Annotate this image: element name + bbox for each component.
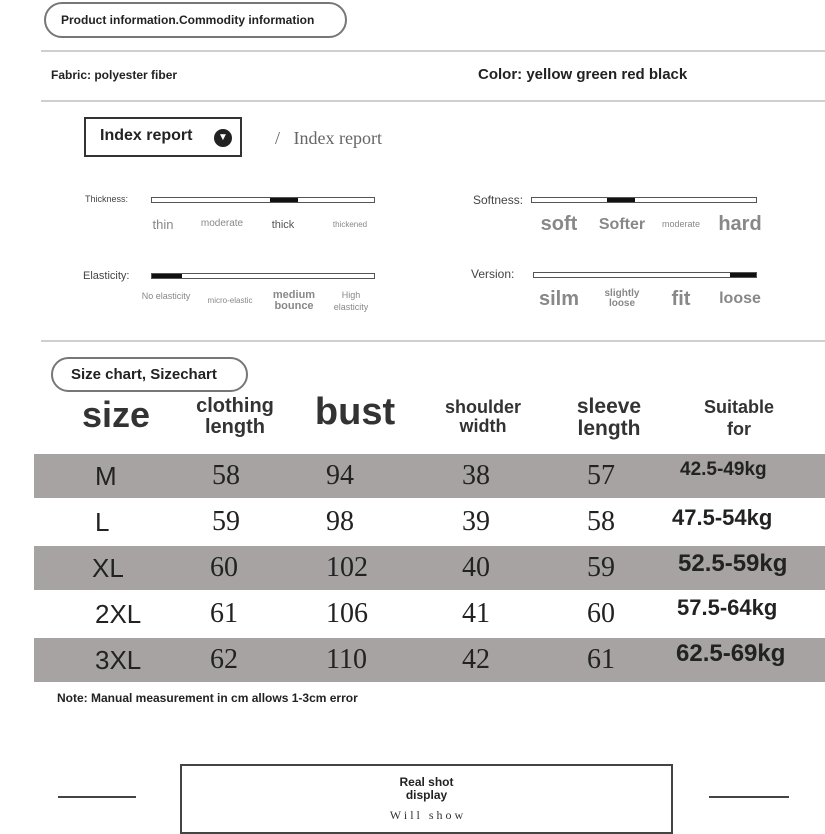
cell-bust: 94 [326, 460, 354, 491]
real-shot-title: Real shot [399, 775, 454, 789]
elasticity-option: High elasticity [333, 290, 369, 312]
divider [41, 340, 825, 342]
cell-size: L [95, 507, 110, 537]
softness-option: soft [540, 213, 578, 235]
cell-size: 2XL [95, 599, 142, 629]
cell-size: M [95, 461, 117, 491]
cell-shoulder: 41 [462, 598, 490, 629]
cell-size: 3XL [95, 645, 142, 675]
version-option: silm [538, 288, 580, 310]
softness-indicator [607, 198, 635, 202]
version-label: Version: [471, 267, 515, 281]
header-shoulder-width: shoulder width [444, 397, 521, 436]
measurement-note: Note: Manual measurement in cm allows 1-3cm error [57, 691, 358, 705]
table-row [34, 638, 825, 682]
softness-option: moderate [661, 219, 701, 229]
cell-sleeve: 58 [587, 506, 615, 537]
thickness-option: thick [271, 219, 295, 231]
cell-length: 59 [212, 506, 240, 537]
cell-length: 60 [210, 552, 238, 583]
thickness-indicator [270, 198, 298, 202]
cell-suitable: 42.5-49kg [680, 459, 767, 480]
cell-sleeve: 57 [587, 460, 615, 491]
cell-bust: 102 [326, 552, 368, 583]
cell-sleeve: 60 [587, 598, 615, 629]
product-info-badge [44, 2, 347, 38]
header-size: size [81, 394, 151, 435]
cell-shoulder: 40 [462, 552, 490, 583]
header-clothing-length: clothing length [196, 395, 274, 438]
index-report-subtitle: / Index report [275, 128, 382, 148]
thickness-option: thickened [332, 220, 368, 229]
cell-suitable: 57.5-64kg [677, 595, 778, 620]
softness-track [531, 197, 757, 203]
cell-shoulder: 38 [462, 460, 490, 491]
softness-option: Softer [598, 216, 646, 233]
cell-suitable: 62.5-69kg [676, 640, 786, 667]
real-shot-frame [180, 764, 673, 834]
table-row [34, 546, 825, 590]
cell-length: 61 [210, 598, 238, 629]
thickness-option: moderate [200, 218, 244, 229]
elasticity-option: No elasticity [141, 291, 191, 301]
index-report-badge [84, 117, 242, 157]
table-row [34, 454, 825, 498]
divider-right [709, 796, 789, 798]
cell-bust: 106 [326, 598, 368, 629]
real-shot-tagline: W i l l s h o w [389, 808, 464, 822]
version-option: loose [719, 290, 761, 307]
header-sleeve-length: sleeve length [576, 395, 642, 441]
cell-length: 62 [210, 644, 238, 675]
cell-sleeve: 61 [587, 644, 615, 675]
version-option: slightly loose [604, 288, 640, 309]
elasticity-label: Elasticity: [83, 270, 130, 282]
product-info-title: Product information.Commodity information [61, 13, 315, 27]
real-shot-subtitle: display [405, 788, 448, 802]
table-row [34, 500, 825, 544]
softness-label: Softness: [473, 193, 524, 207]
divider-left [58, 796, 136, 798]
elasticity-indicator [152, 274, 182, 278]
index-report-title: Index report [100, 127, 193, 144]
thickness-track [151, 197, 375, 203]
version-track [533, 272, 757, 278]
divider [41, 100, 825, 102]
cell-length: 58 [212, 460, 240, 491]
thickness-option: thin [152, 217, 174, 232]
cell-bust: 98 [326, 506, 354, 537]
chevron-down-icon: ▼ [214, 129, 232, 147]
size-chart-badge [51, 357, 248, 392]
divider [41, 50, 825, 52]
cell-size: XL [92, 553, 124, 583]
cell-suitable: 52.5-59kg [678, 550, 788, 577]
size-chart-title: Size chart, Sizechart [71, 366, 217, 383]
elasticity-option: micro-elastic [207, 296, 253, 305]
cell-sleeve: 59 [587, 552, 615, 583]
cell-shoulder: 42 [462, 644, 490, 675]
elasticity-option: medium bounce [272, 289, 316, 312]
cell-shoulder: 39 [462, 506, 490, 537]
header-suitable-for: Suitable for [703, 397, 774, 439]
version-indicator [730, 273, 756, 277]
fabric-text: Fabric: polyester fiber [51, 68, 178, 82]
cell-bust: 110 [326, 644, 367, 675]
table-row [34, 592, 825, 636]
softness-option: hard [718, 213, 762, 235]
elasticity-track [151, 273, 375, 279]
header-bust: bust [314, 391, 396, 433]
cell-suitable: 47.5-54kg [672, 505, 773, 530]
version-option: fit [671, 288, 691, 310]
color-text: Color: yellow green red black [478, 66, 688, 83]
thickness-label: Thickness: [85, 194, 129, 204]
